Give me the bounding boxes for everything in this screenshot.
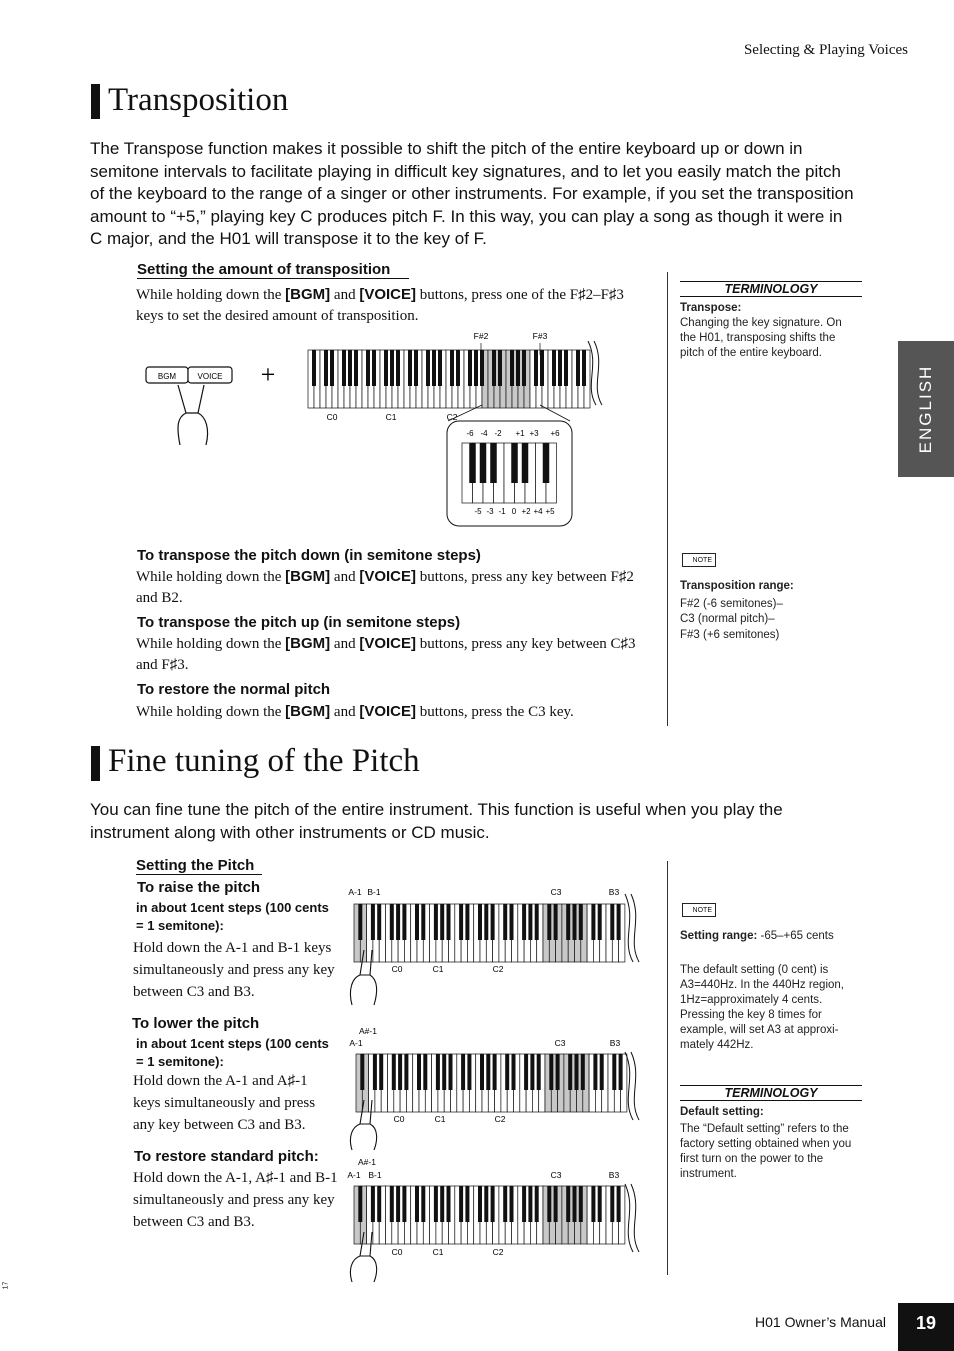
range-line-1: F#2 (-6 semitones)– — [680, 598, 783, 610]
default-setting-note: The default setting (0 cent) is A3=440Hz. In the 440Hz region, 1Hz=approximately 4 cents. Pressing the key 8 times for example, will set A3 at approxi-mately 442Hz. — [680, 964, 844, 1051]
text-run: and — [330, 636, 360, 652]
bgm-label: [BGM] — [285, 568, 331, 585]
label-c1: C1 — [432, 1247, 444, 1257]
zoom-bottom-label: -5 — [474, 507, 482, 516]
black-key — [575, 1054, 579, 1090]
transpose-down-text — [136, 566, 636, 609]
black-key — [360, 1054, 364, 1090]
voice-label: [VOICE] — [359, 568, 416, 585]
note-icon — [682, 553, 716, 567]
black-key — [510, 350, 514, 386]
black-key — [543, 443, 550, 483]
black-key — [566, 1186, 570, 1222]
black-key — [440, 904, 444, 940]
running-head: Selecting & Playing Voices — [743, 42, 908, 58]
zoom-top-label: -6 — [466, 429, 474, 438]
setting-pitch-heading-text: Setting the Pitch — [136, 857, 255, 874]
black-key — [432, 350, 436, 386]
language-tab — [898, 341, 954, 477]
black-key — [535, 1186, 539, 1222]
transpose-up-heading: To transpose the pitch up (in semitone steps) — [137, 614, 461, 631]
keyboard-illustration — [308, 350, 590, 408]
black-key — [484, 1186, 488, 1222]
black-key — [610, 1186, 614, 1222]
black-key — [582, 350, 586, 386]
zoom-top-label: -4 — [480, 429, 488, 438]
black-key — [312, 350, 316, 386]
plus-sign: + — [260, 360, 276, 389]
black-key — [484, 904, 488, 940]
keyboard-illustration — [354, 904, 625, 962]
setting-range-term: Setting range: — [680, 930, 758, 942]
restore-heading: To restore the normal pitch — [137, 681, 331, 698]
black-key — [537, 1054, 541, 1090]
note-icon-label: NOTE — [692, 907, 712, 914]
black-key — [491, 1186, 495, 1222]
black-key — [396, 904, 400, 940]
raise-heading: To raise the pitch — [137, 879, 261, 896]
text-run: buttons, press one of the F♯2–F♯3 keys to set the desired amount of transposition. — [136, 287, 624, 324]
black-key — [600, 1054, 604, 1090]
black-key — [617, 904, 621, 940]
black-key — [436, 1054, 440, 1090]
note-icon-label: NOTE — [692, 557, 712, 564]
black-key — [610, 904, 614, 940]
zoom-top-label: +1 — [515, 429, 525, 438]
black-key — [522, 350, 526, 386]
black-key — [426, 350, 430, 386]
black-key — [447, 904, 451, 940]
setting-transposition-heading — [137, 261, 409, 279]
black-key — [440, 1186, 444, 1222]
label-b-1: B-1 — [367, 887, 381, 897]
setting-range — [680, 929, 834, 944]
black-key — [619, 1054, 623, 1090]
label-fs3: F#3 — [532, 331, 548, 341]
black-key — [492, 350, 496, 386]
black-key — [535, 904, 539, 940]
transpose-down-heading: To transpose the pitch down (in semitone steps) — [137, 547, 481, 564]
black-key — [612, 1054, 616, 1090]
black-key — [459, 1186, 463, 1222]
raise-keyboard-diagram — [340, 880, 640, 1010]
black-key — [465, 1186, 469, 1222]
black-key — [414, 350, 418, 386]
black-key — [402, 1186, 406, 1222]
transposition-diagram — [140, 325, 620, 530]
black-key — [558, 350, 562, 386]
zoom-bottom-label: +5 — [545, 507, 555, 516]
transpose-term: Transpose: — [680, 302, 742, 314]
black-key — [461, 1054, 465, 1090]
zoom-top-label: -2 — [494, 429, 502, 438]
text-run: While holding down the — [136, 569, 286, 585]
black-key — [371, 904, 375, 940]
label-as-1: A#-1 — [359, 1026, 377, 1036]
black-key — [566, 904, 570, 940]
default-setting-definition: The “Default setting” refers to the factory setting obtained when you first turn on the power to the instrument. — [680, 1123, 852, 1180]
text-run: While holding down the — [136, 287, 286, 303]
black-key — [510, 904, 514, 940]
zoom-bottom-label: +2 — [521, 507, 531, 516]
label-c0: C0 — [393, 1114, 405, 1124]
black-key — [503, 904, 507, 940]
black-key — [354, 350, 358, 386]
keyboard-break-mark — [625, 1184, 639, 1252]
transpose-definition: Changing the key signature. On the H01, transposing shifts the pitch of the entire keyboard. — [680, 317, 842, 359]
black-key — [469, 443, 476, 483]
page-number — [898, 1303, 954, 1351]
zoom-top-label: +6 — [550, 429, 560, 438]
black-key — [396, 350, 400, 386]
black-key — [330, 350, 334, 386]
language-tab-label: ENGLISH — [916, 364, 935, 454]
black-key — [373, 1054, 377, 1090]
label-c0: C0 — [391, 1247, 403, 1257]
black-key — [390, 1186, 394, 1222]
black-key — [478, 904, 482, 940]
black-key — [390, 350, 394, 386]
raise-sub: in about 1cent steps (100 cents = 1 semitone): — [136, 900, 329, 933]
black-key — [377, 904, 381, 940]
black-key — [438, 350, 442, 386]
keyboard-break-mark — [625, 894, 639, 962]
label-b-1: B-1 — [368, 1170, 382, 1180]
terminology-header: TERMINOLOGY — [680, 1085, 862, 1101]
black-key — [530, 1054, 534, 1090]
column-divider — [667, 272, 668, 726]
label-c0: C0 — [391, 964, 403, 974]
lower-sub: in about 1cent steps (100 cents = 1 semitone): — [136, 1036, 329, 1069]
black-key — [503, 1186, 507, 1222]
default-setting-term: Default setting: — [680, 1106, 764, 1118]
transpose-up-text — [136, 633, 636, 676]
black-key — [434, 1186, 438, 1222]
black-key — [379, 1054, 383, 1090]
note-icon — [682, 903, 716, 917]
black-key — [396, 1186, 400, 1222]
text-run: and — [330, 287, 360, 303]
label-c3: C3 — [554, 1038, 566, 1048]
raise-text: Hold down the A-1 and B-1 keys simultaneously and press any key between C3 and B3. — [133, 940, 335, 1000]
black-key — [371, 1186, 375, 1222]
label-c2: C2 — [494, 1114, 506, 1124]
terminology-header: TERMINOLOGY — [680, 281, 862, 297]
text-run: buttons, press any key between C♯3 and F♯3. — [136, 636, 636, 673]
hand-icon — [178, 385, 208, 445]
standard-text: Hold down the A-1, A♯-1 and B-1 simultaneously and press any key between C3 and B3. — [133, 1170, 338, 1230]
black-key — [358, 904, 362, 940]
black-key — [486, 1054, 490, 1090]
black-key — [342, 350, 346, 386]
black-key — [398, 1054, 402, 1090]
black-key — [576, 350, 580, 386]
black-key — [459, 904, 463, 940]
black-key — [556, 1054, 560, 1090]
black-key — [377, 1186, 381, 1222]
label-a-1: A-1 — [347, 1170, 361, 1180]
text-run: buttons, press any key between F♯2 and B2. — [136, 569, 634, 606]
black-key — [554, 904, 558, 940]
black-key — [573, 904, 577, 940]
zoom-bottom-label: -3 — [486, 507, 494, 516]
standard-heading: To restore standard pitch: — [134, 1148, 319, 1165]
black-key — [417, 1054, 421, 1090]
text-run: While holding down the — [136, 704, 286, 720]
black-key — [408, 350, 412, 386]
black-key — [348, 350, 352, 386]
label-c3: C3 — [550, 887, 562, 897]
bgm-label: [BGM] — [285, 703, 331, 720]
black-key — [372, 350, 376, 386]
black-key — [450, 350, 454, 386]
transposition-range-term: Transposition range: — [680, 580, 794, 592]
black-key — [573, 1186, 577, 1222]
black-key — [434, 904, 438, 940]
black-key — [421, 1186, 425, 1222]
black-key — [480, 443, 487, 483]
text-run: and — [330, 704, 360, 720]
black-key — [390, 904, 394, 940]
black-key — [591, 904, 595, 940]
black-key — [522, 443, 529, 483]
label-c2: C2 — [446, 412, 458, 422]
black-key — [474, 350, 478, 386]
black-key — [581, 1054, 585, 1090]
keyboard-illustration — [356, 1054, 627, 1112]
setting-transposition-heading-text: Setting the amount of transposition — [137, 261, 391, 278]
setting-range-value: -65–+65 cents — [757, 930, 834, 942]
black-key — [579, 1186, 583, 1222]
text-run: While holding down the — [136, 636, 286, 652]
black-key — [568, 1054, 572, 1090]
restore-text — [136, 701, 656, 723]
black-key — [358, 1186, 362, 1222]
setting-pitch-heading — [136, 857, 262, 875]
black-key — [402, 904, 406, 940]
margin-mark: 17 — [2, 1281, 10, 1290]
text-run: buttons, press the C3 key. — [416, 704, 574, 720]
zoom-bottom-label: +4 — [533, 507, 543, 516]
zoom-bottom-label: 0 — [511, 507, 517, 516]
label-a-1: A-1 — [349, 1038, 363, 1048]
black-key — [366, 350, 370, 386]
black-key — [547, 904, 551, 940]
lower-keyboard-diagram — [340, 1022, 640, 1152]
black-key — [511, 443, 518, 483]
black-key — [510, 1186, 514, 1222]
black-key — [593, 1054, 597, 1090]
black-key — [467, 1054, 471, 1090]
voice-label: [VOICE] — [359, 703, 416, 720]
black-key — [468, 350, 472, 386]
bgm-label: [BGM] — [285, 635, 331, 652]
label-c1: C1 — [432, 964, 444, 974]
black-key — [528, 1186, 532, 1222]
setting-transposition-text — [136, 284, 648, 327]
zoom-keyboard — [462, 443, 557, 503]
black-key — [512, 1054, 516, 1090]
lower-text: Hold down the A-1 and A♯-1 keys simultaneously and press any key between C3 and B3. — [133, 1073, 316, 1133]
black-key — [415, 1186, 419, 1222]
page-number-text: 19 — [915, 1313, 937, 1333]
black-key — [480, 350, 484, 386]
black-key — [540, 350, 544, 386]
black-key — [493, 1054, 497, 1090]
bgm-label: [BGM] — [285, 286, 331, 303]
black-key — [421, 904, 425, 940]
black-key — [324, 350, 328, 386]
black-key — [404, 1054, 408, 1090]
standard-keyboard-diagram — [340, 1154, 640, 1284]
black-key — [598, 904, 602, 940]
label-b3: B3 — [608, 887, 620, 897]
black-key — [552, 350, 556, 386]
label-b3: B3 — [608, 1170, 620, 1180]
label-c1: C1 — [385, 412, 397, 422]
fine-tuning-title: Fine tuning of the Pitch — [108, 743, 420, 779]
black-key — [447, 1186, 451, 1222]
lower-heading: To lower the pitch — [132, 1015, 260, 1032]
transposition-intro: The Transpose function makes it possible to shift the pitch of the entire keyboard up or down in semitone intervals to facilitate playing in difficult key signatures, and to let you easily match the pitch of the keyboard to the range of a singer or other instruments. For example, if you set the transposition amount to “+5,” playing key C produces pitch F. In this way, you can play a song as though it were in C major, and the H01 will transpose it to the key of F. — [90, 139, 854, 248]
range-line-2: C3 (normal pitch)– — [680, 613, 775, 625]
black-key — [498, 350, 502, 386]
bgm-button-label: BGM — [157, 372, 177, 381]
black-key — [449, 1054, 453, 1090]
black-key — [465, 904, 469, 940]
black-key — [554, 1186, 558, 1222]
black-key — [547, 1186, 551, 1222]
title-bar — [91, 746, 100, 781]
title-bar — [91, 84, 100, 119]
black-key — [598, 1186, 602, 1222]
label-a-1: A-1 — [348, 887, 362, 897]
zoom-bottom-label: -1 — [498, 507, 506, 516]
fine-tuning-intro: You can fine tune the pitch of the entire instrument. This function is useful when you play the instrument along with other instruments or CD music. — [90, 800, 783, 842]
black-key — [579, 904, 583, 940]
range-line-3: F#3 (+6 semitones) — [680, 629, 780, 641]
manual-name: H01 Owner’s Manual — [755, 1314, 886, 1330]
label-as-1: A#-1 — [358, 1157, 376, 1167]
black-key — [415, 904, 419, 940]
voice-label: [VOICE] — [359, 635, 416, 652]
voice-label: [VOICE] — [359, 286, 416, 303]
black-key — [480, 1054, 484, 1090]
black-key — [442, 1054, 446, 1090]
black-key — [564, 350, 568, 386]
black-key — [522, 1186, 526, 1222]
label-c0: C0 — [326, 412, 338, 422]
black-key — [534, 350, 538, 386]
black-key — [491, 904, 495, 940]
black-key — [524, 1054, 528, 1090]
label-fs2: F#2 — [473, 331, 489, 341]
label-c3: C3 — [550, 1170, 562, 1180]
black-key — [478, 1186, 482, 1222]
black-key — [522, 904, 526, 940]
label-c2: C2 — [492, 1247, 504, 1257]
label-c2: C2 — [492, 964, 504, 974]
black-key — [549, 1054, 553, 1090]
black-key — [384, 350, 388, 386]
transposition-title: Transposition — [108, 82, 289, 118]
black-key — [617, 1186, 621, 1222]
black-key — [423, 1054, 427, 1090]
black-key — [505, 1054, 509, 1090]
column-divider — [667, 861, 668, 1275]
black-key — [392, 1054, 396, 1090]
keyboard-illustration — [354, 1186, 625, 1244]
black-key — [456, 350, 460, 386]
zoom-top-label: +3 — [529, 429, 539, 438]
voice-button-label: VOICE — [197, 372, 223, 381]
text-run: and — [330, 569, 360, 585]
label-b3: B3 — [609, 1038, 621, 1048]
black-key — [516, 350, 520, 386]
label-c1: C1 — [434, 1114, 446, 1124]
black-key — [528, 904, 532, 940]
black-key — [591, 1186, 595, 1222]
black-key — [490, 443, 497, 483]
